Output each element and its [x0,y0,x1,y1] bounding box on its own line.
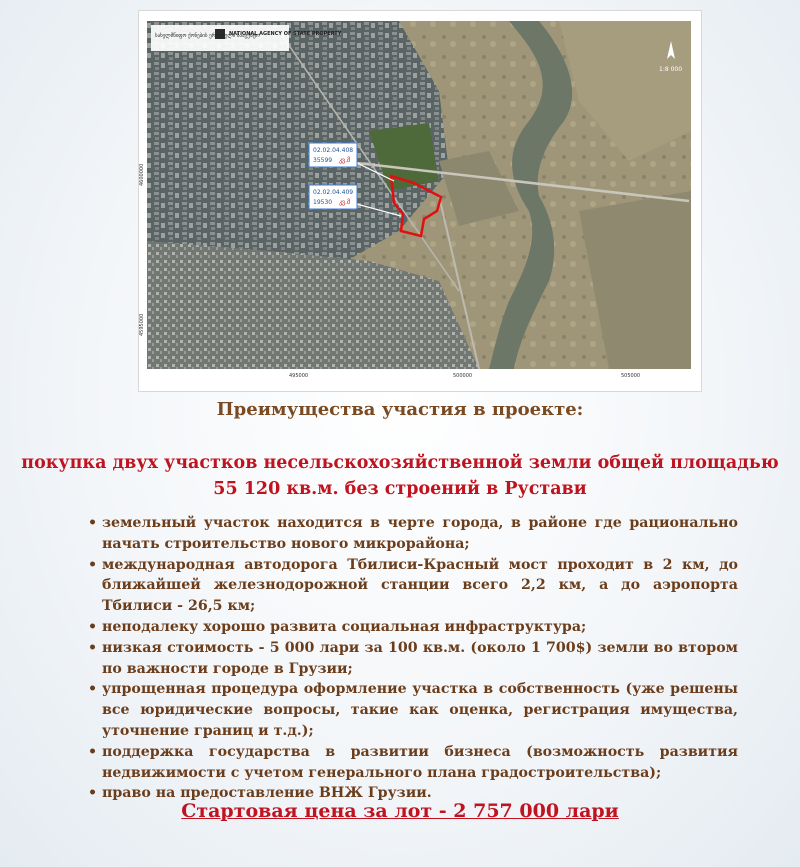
y-tick: 4600000 [139,163,145,186]
svg-text:02.02.04.409: 02.02.04.409 [313,189,354,196]
svg-text:NATIONAL AGENCY OF STATE PROPE: NATIONAL AGENCY OF STATE PROPERTY [229,31,342,37]
svg-text:კვ.მ: კვ.მ [339,157,351,164]
list-item: • право на предоставление ВНЖ Грузии. [88,783,738,804]
section-heading: Преимущества участия в проекте: [216,399,584,420]
offer-subheading-line: покупка двух участков несельскохозяйственной земли общей площадью [21,453,779,473]
offer-subheading-line: 55 120 кв.м. без строений в Рустави [213,479,587,499]
parcel-2-callout [309,185,357,209]
svg-text:სახელმწიფო ქონების ეროვნული სა: სახელმწიფო ქონების ეროვნული სააგენტო [155,33,260,39]
parcel-1-callout [309,143,357,167]
y-tick: 4595000 [139,313,145,336]
list-item: • земельный участок находится в черте города, в районе где рационально начать строительство нового микрорайона; [88,513,738,555]
offer-subheading [0,450,800,502]
x-tick: 495000 [289,373,309,379]
starting-price: Стартовая цена за лот - 2 757 000 лари [181,800,619,822]
list-item: • международная автодорога Тбилиси-Красный мост проходит в 2 км, до ближайшей железнодорожной станции всего 2,2 км, а до аэропорта Тбилиси - 26,5 км; [88,555,738,617]
list-item: • поддержка государства в развитии бизнеса (возможность развития недвижимости с учетом генерального плана градостроительства); [88,742,738,784]
benefits-list [88,513,738,804]
svg-text:02.02.04.408: 02.02.04.408 [313,147,354,154]
svg-text:19530: 19530 [313,199,333,206]
list-item: • низкая стоимость - 5 000 лари за 100 кв.м. (около 1 700$) земли во втором по важности городе в Грузии; [88,638,738,680]
svg-text:35599: 35599 [313,157,333,164]
satellite-map [138,10,702,392]
map-svg [139,11,701,391]
svg-text:1:8 000: 1:8 000 [659,66,683,73]
x-tick: 500000 [453,373,473,379]
x-tick: 505000 [621,373,641,379]
list-item: • упрощенная процедура оформление участка в собственность (уже решены все юридические вопросы, такие как оценка, регистрация имущества, уточнение границ и т.д.); [88,679,738,741]
list-item: • неподалеку хорошо развита социальная инфраструктура; [88,617,738,638]
svg-text:კვ.მ: კვ.მ [339,199,351,206]
